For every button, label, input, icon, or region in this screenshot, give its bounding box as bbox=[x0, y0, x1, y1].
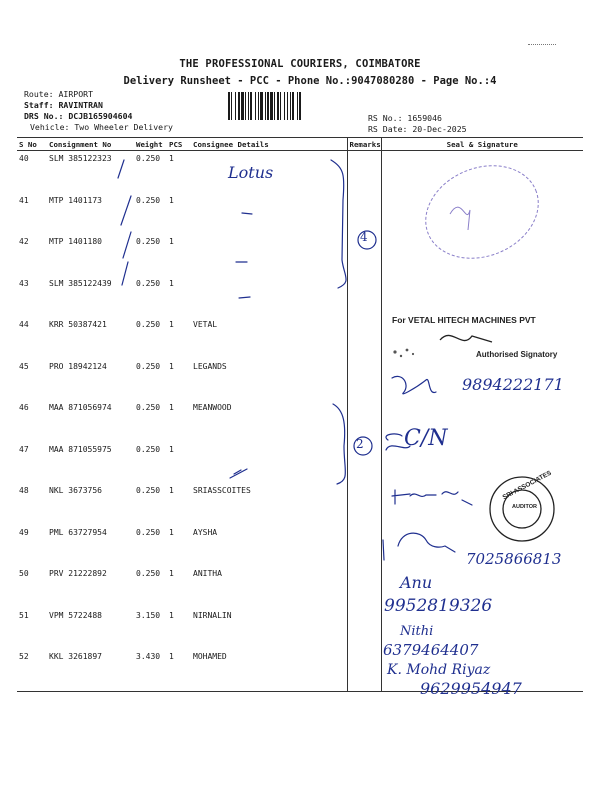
cell-pcs: 1 bbox=[169, 278, 174, 288]
remarks-bracket bbox=[333, 404, 345, 484]
cell-consignment: MAA 871055975 bbox=[49, 444, 112, 454]
cell-pcs: 1 bbox=[169, 195, 174, 205]
cell-consignee: ANITHA bbox=[193, 569, 222, 578]
cell-consignment: MAA 871056974 bbox=[49, 403, 112, 412]
document-subtitle: Delivery Runsheet - PCC - Phone No.:9047080280 - Page No.:4 bbox=[123, 75, 497, 87]
cell-consignee: AYSHA bbox=[193, 527, 218, 537]
stamp-speckle bbox=[412, 353, 414, 355]
cell-sno: 51 bbox=[19, 610, 29, 620]
dash-mark bbox=[242, 213, 252, 214]
cell-consignment: KRR 50387421 bbox=[49, 320, 107, 329]
dash-mark bbox=[239, 297, 250, 298]
cell-consignment: VPM 5722488 bbox=[49, 610, 102, 620]
cell-pcs: 1 bbox=[169, 320, 174, 329]
drs-label: DRS No.: DCJB165904604 bbox=[24, 111, 133, 121]
round-seal-stamp bbox=[412, 149, 553, 274]
cell-consignment: PML 63727954 bbox=[49, 527, 107, 537]
handwritten-phone: 9894222171 bbox=[462, 375, 564, 394]
stamp-speckle bbox=[400, 355, 402, 357]
cell-weight: 0.250 bbox=[136, 444, 161, 454]
col-header-remarks: Remarks bbox=[347, 138, 381, 151]
handwritten-lotus: Lotus bbox=[228, 163, 274, 182]
cell-consignment: MTP 1401173 bbox=[49, 195, 102, 205]
vehicle-label: Vehicle: Two Wheeler Delivery bbox=[30, 122, 173, 132]
cell-weight: 0.250 bbox=[136, 237, 161, 246]
staff-label: Staff: RAVINTRAN bbox=[24, 100, 103, 110]
handwritten-name: K. Mohd Riyaz bbox=[387, 662, 491, 678]
cell-consignment: NKL 3673756 bbox=[49, 486, 102, 495]
cell-sno: 44 bbox=[19, 320, 29, 329]
signature-scribble bbox=[440, 335, 492, 342]
cell-consignment: MTP 1401180 bbox=[49, 237, 102, 246]
col-header-sno: S No bbox=[17, 138, 47, 151]
cell-sno: 48 bbox=[19, 486, 29, 495]
cell-weight: 3.150 bbox=[136, 610, 161, 620]
cell-weight: 0.250 bbox=[136, 486, 161, 495]
route-label: Route: AIRPORT bbox=[24, 89, 94, 99]
stamp-speckle bbox=[393, 350, 396, 353]
cell-sno: 52 bbox=[17, 649, 47, 691]
cell-weight: 0.250 bbox=[136, 403, 161, 412]
cell-pcs: 1 bbox=[169, 154, 174, 163]
handwritten-name: C/N bbox=[404, 426, 448, 451]
cell-sno: 40 bbox=[19, 154, 29, 163]
cell-consignment: SLM 385122323 bbox=[49, 154, 112, 163]
handwritten-phone: 6379464407 bbox=[383, 641, 479, 659]
check-mark bbox=[230, 469, 247, 478]
handwritten-phone: 9952819326 bbox=[384, 596, 493, 616]
cell-sno: 49 bbox=[19, 527, 29, 537]
handwritten-name: Anu bbox=[400, 573, 433, 592]
rs-date: RS Date: 20-Dec-2025 bbox=[368, 124, 467, 134]
cell-sno: 46 bbox=[19, 403, 29, 412]
cell-weight: 3.430 bbox=[134, 649, 167, 691]
tick-mark bbox=[121, 196, 131, 225]
cell-sno: 43 bbox=[19, 278, 29, 288]
cell-consignment: PRV 21222892 bbox=[49, 569, 107, 578]
company-stamp-name: For VETAL HITECH MACHINES PVT bbox=[392, 315, 536, 325]
col-header-weight: Weight bbox=[134, 138, 167, 151]
signature-scribble bbox=[450, 207, 470, 230]
seal-stamp-text: SRI ASSOCIATES bbox=[501, 469, 553, 502]
tick-mark bbox=[122, 262, 128, 285]
cell-pcs: 1 bbox=[169, 527, 174, 537]
cell-consignee: LEGANDS bbox=[193, 361, 227, 371]
cell-sno: 41 bbox=[19, 195, 29, 205]
handwritten-phone: 7025866813 bbox=[466, 550, 562, 568]
stamp-speckle bbox=[406, 349, 409, 352]
cell-weight: 0.250 bbox=[136, 320, 161, 329]
remarks-bracket bbox=[331, 160, 346, 288]
cell-weight: 0.250 bbox=[136, 361, 161, 371]
signature-scribble bbox=[392, 490, 472, 505]
check-mark bbox=[383, 540, 384, 560]
cell-pcs: 1 bbox=[167, 649, 191, 691]
cell-consignment: KKL 3261897 bbox=[47, 649, 134, 691]
cell-consignee: VETAL bbox=[193, 320, 218, 329]
handwritten-name: Nithi bbox=[400, 624, 434, 639]
cell-sno: 45 bbox=[19, 361, 29, 371]
tick-mark bbox=[118, 160, 124, 178]
cell-sno: 47 bbox=[19, 444, 29, 454]
cell-consignee: SRIASSCOITES bbox=[193, 486, 251, 495]
cell-sno: 50 bbox=[19, 569, 29, 578]
col-header-consignment: Consignment No bbox=[47, 138, 134, 151]
cell-pcs: 1 bbox=[169, 569, 174, 578]
cell-pcs: 1 bbox=[169, 610, 174, 620]
cell-consignment: PRO 18942124 bbox=[49, 361, 107, 371]
cell-pcs: 1 bbox=[169, 403, 174, 412]
tick-mark bbox=[123, 232, 131, 258]
col-header-consignee: Consignee Details bbox=[191, 138, 347, 151]
cell-weight: 0.250 bbox=[136, 278, 161, 288]
signature-scribble bbox=[398, 533, 455, 552]
col-header-seal: Seal & Signature bbox=[381, 138, 583, 151]
signature-scribble bbox=[392, 376, 436, 393]
remarks-circle-text: 4 bbox=[360, 230, 368, 244]
company-stamp-signatory: Authorised Signatory bbox=[476, 350, 558, 359]
cell-weight: 0.250 bbox=[136, 569, 161, 578]
seal-stamp-text: AUDITOR bbox=[512, 504, 537, 510]
cell-weight: 0.250 bbox=[136, 527, 161, 537]
cell-consignee: MEANWOOD bbox=[193, 403, 232, 412]
cell-pcs: 1 bbox=[169, 486, 174, 495]
cell-pcs: 1 bbox=[169, 237, 174, 246]
cell-consignment: SLM 385122439 bbox=[49, 278, 112, 288]
cell-pcs: 1 bbox=[169, 444, 174, 454]
cell-weight: 0.250 bbox=[136, 154, 161, 163]
cell-consignee: MOHAMED bbox=[191, 649, 347, 691]
col-header-pcs: PCS bbox=[167, 138, 191, 151]
remarks-circle-text: 2 bbox=[356, 437, 364, 451]
rs-number: RS No.: 1659046 bbox=[368, 113, 442, 123]
cell-weight: 0.250 bbox=[136, 195, 161, 205]
cell-pcs: 1 bbox=[169, 361, 174, 371]
cell-consignee: NIRNALIN bbox=[193, 610, 232, 620]
document-title: THE PROFESSIONAL COURIERS, COIMBATORE bbox=[179, 58, 421, 70]
cell-sno: 42 bbox=[19, 237, 29, 246]
handwritten-phone: 9629954947 bbox=[420, 679, 522, 698]
